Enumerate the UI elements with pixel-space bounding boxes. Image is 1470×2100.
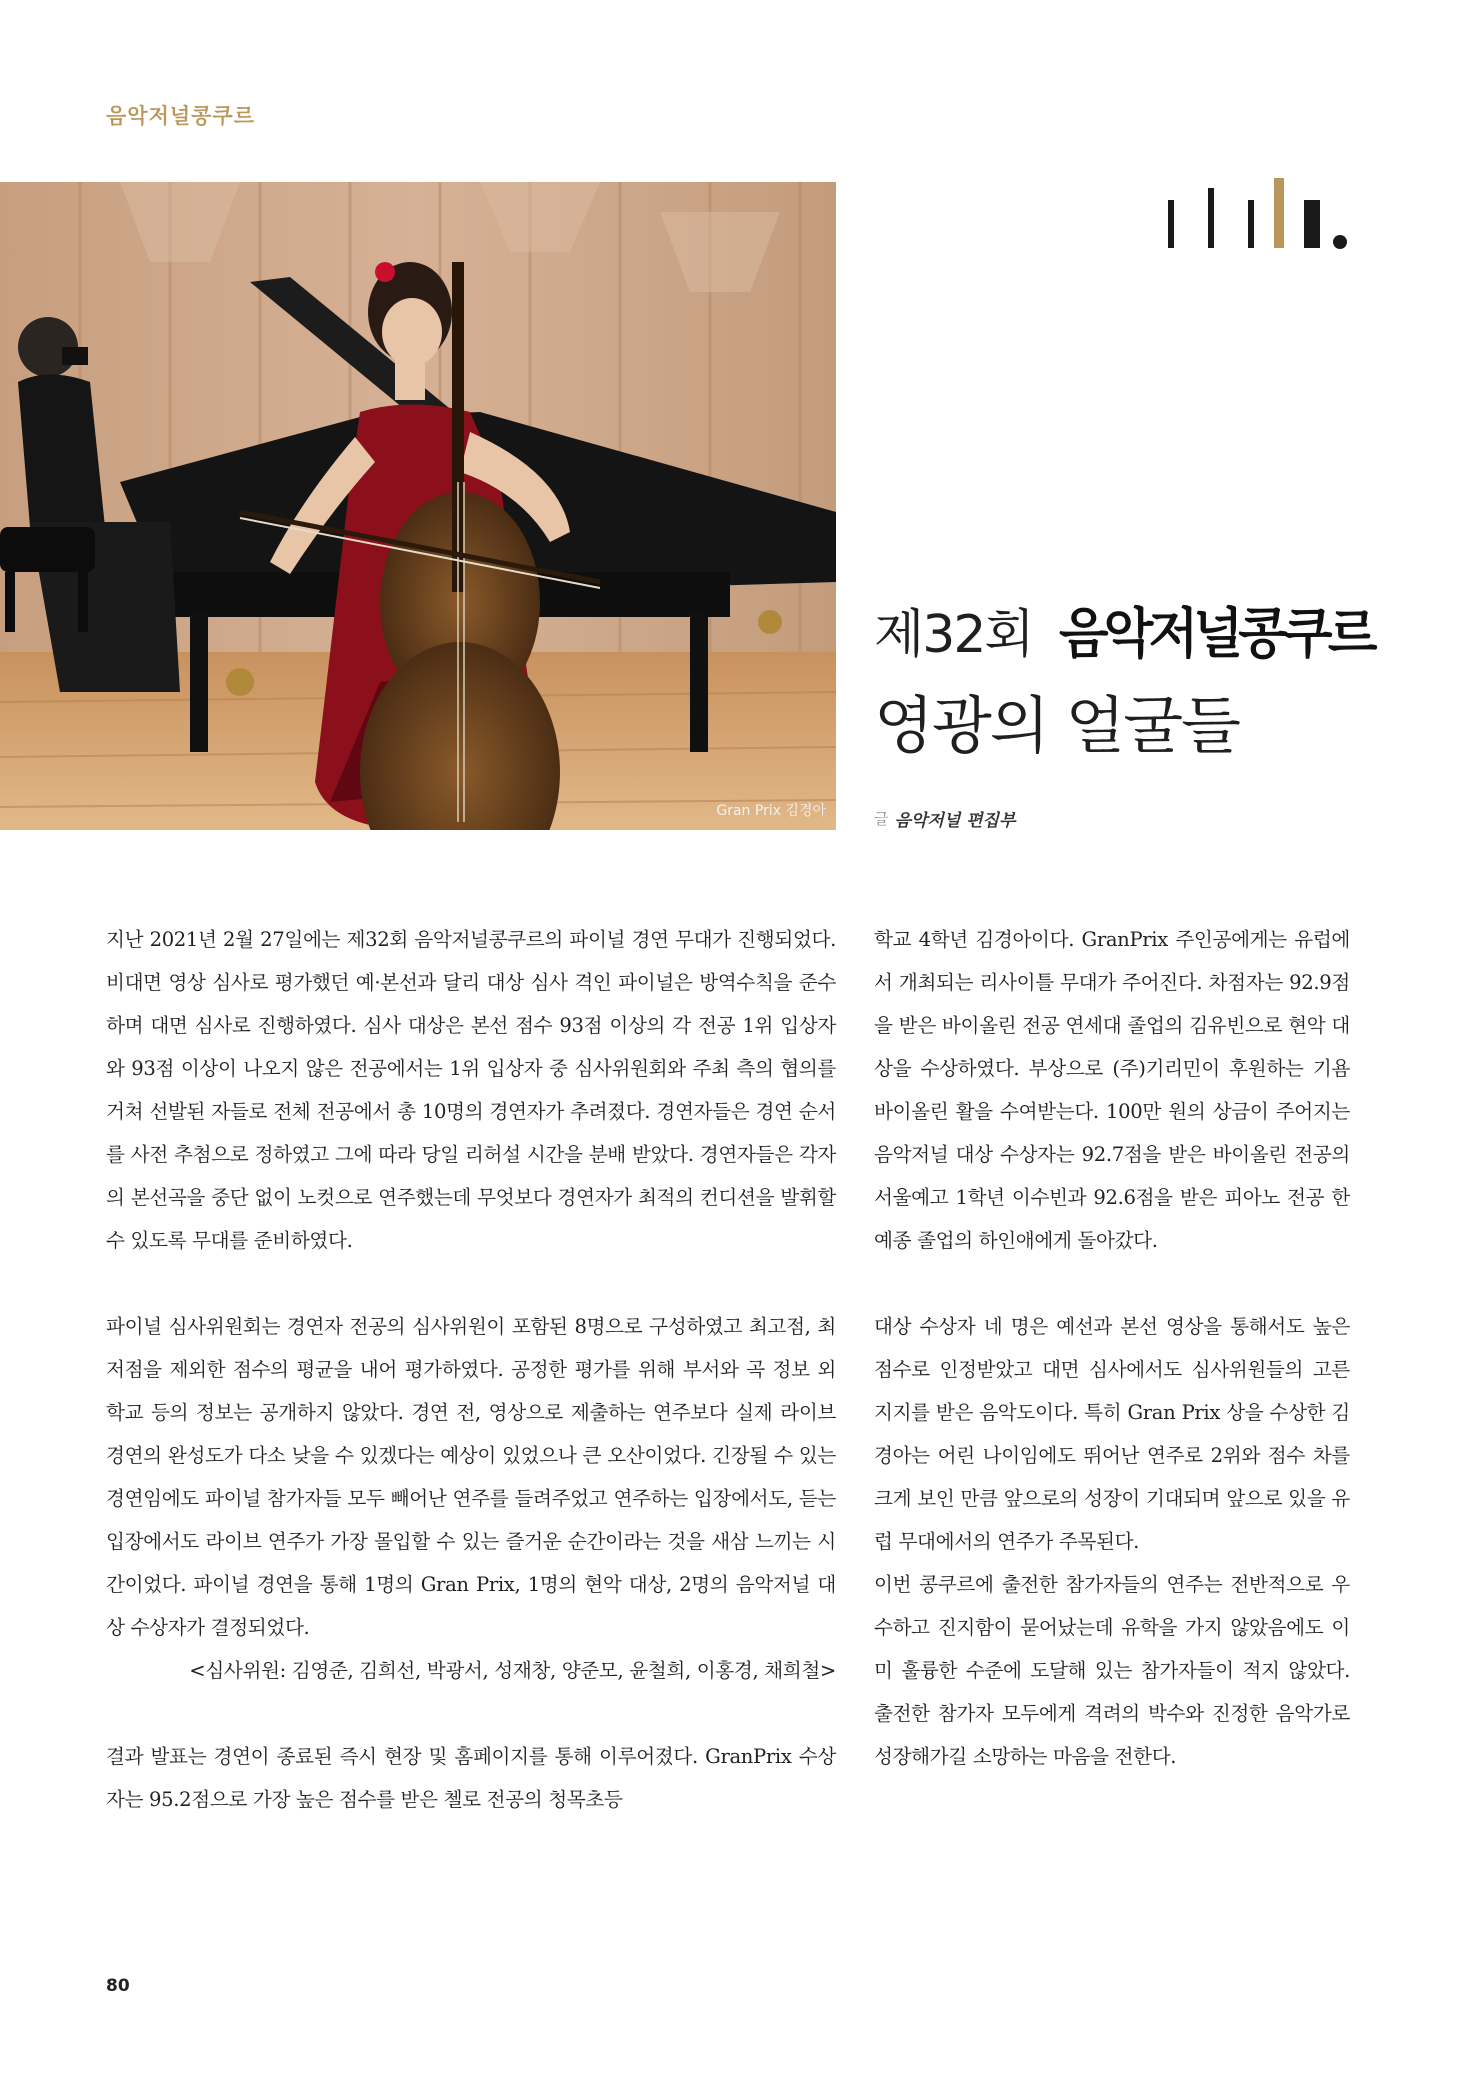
page-number: 80	[106, 1976, 130, 1996]
logo-bars-icon	[1168, 178, 1358, 250]
paragraph: 파이널 심사위원회는 경연자 전공의 심사위원이 포함된 8명으로 구성하였고 최고점, 최저점을 제외한 점수의 평균을 내어 평가하였다. 공정한 평가를 위해 부서와 곡 정보 외 학교 등의 정보는 공개하지 않았다. 경연 전, 영상으로 제출하는 연주보다 실제 라이브 경연의 완성도가 다소 낮을 수 있겠다는 예상이 있었으나 큰 오산이었다. 긴장될 수 있는 경연임에도 파이널 참가자들 모두 빼어난 연주를 들려주었고 연주하는 입장에서도, 듣는 입장에서도 라이브 연주가 가장 몰입할 수 있는 즐거운 순간이라는 것을 새삼 느끼는 시간이었다. 파이널 경연을 통해 1명의 Gran Prix, 1명의 현악 대상, 2명의 음악저널 대상 수상자가 결정되었다.	[106, 1315, 836, 1639]
logo-bar	[1248, 200, 1254, 248]
body-column-left	[106, 918, 836, 1821]
byline	[874, 806, 1015, 831]
paragraph: 대상 수상자 네 명은 예선과 본선 영상을 통해서도 높은 점수로 인정받았고 대면 심사에서도 심사위원들의 고른 지지를 받은 음악도이다. 특히 Gran Prix 상을 수상한 김경아는 어린 나이임에도 뛰어난 연주로 2위와 점수 차를 크게 보인 만큼 앞으로의 성장이 기대되며 앞으로 있을 유럽 무대에서의 연주가 주목된다.	[874, 1315, 1350, 1553]
paragraph: 지난 2021년 2월 27일에는 제32회 음악저널콩쿠르의 파이널 경연 무대가 진행되었다. 비대면 영상 심사로 평가했던 예·본선과 달리 대상 심사 격인 파이널은 방역수칙을 준수하며 대면 심사로 진행하였다. 심사 대상은 본선 점수 93점 이상의 각 전공 1위 입상자와 93점 이상이 나오지 않은 전공에서는 1위 입상자 중 심사위원회와 주최 측의 협의를 거쳐 선발된 자들로 전체 전공에서 총 10명의 경연자가 추려졌다. 경연자들은 경연 순서를 사전 추첨으로 정하였고 그에 따라 당일 리허설 시간을 분배 받았다. 경연자들은 각자의 본선곡을 중단 없이 노컷으로 연주했는데 무엇보다 경연자가 최적의 컨디션을 발휘할 수 있도록 무대를 준비하였다.	[106, 928, 836, 1252]
paragraph: 학교 4학년 김경아이다. GranPrix 주인공에게는 유럽에서 개최되는 리사이틀 무대가 주어진다. 차점자는 92.9점을 받은 바이올린 전공 연세대 졸업의 김유빈으로 현악 대상을 수상하였다. 부상으로 (주)기리민이 후원하는 기욤 바이올린 활을 수여받는다. 100만 원의 상금이 주어지는 음악저널 대상 수상자는 92.7점을 받은 바이올린 전공의 서울예고 1학년 이수빈과 92.6점을 받은 피아노 전공 한예종 졸업의 하인애에게 돌아갔다.	[874, 928, 1350, 1252]
concert-photo-illustration	[0, 182, 836, 830]
article-title	[874, 588, 1389, 670]
body-column-right	[874, 918, 1350, 1778]
photo-caption: Gran Prix 김경아	[716, 803, 826, 819]
byline-author: 음악저널 편집부	[894, 811, 1016, 831]
article-subtitle: 영광의 얼굴들	[874, 689, 1240, 762]
logo-bar	[1168, 200, 1174, 248]
logo-bar-gold	[1274, 178, 1284, 248]
paragraph: 이번 콩쿠르에 출전한 참가자들의 연주는 전반적으로 우수하고 진지함이 묻어났는데 유학을 가지 않았음에도 이미 훌륭한 수준에 도달해 있는 참가자들이 적지 않았다. 출전한 참가자 모두에게 격려의 박수와 진정한 음악가로 성장해가길 소망하는 마음을 전한다.	[874, 1573, 1350, 1768]
logo-bar	[1208, 188, 1214, 248]
byline-prefix: 글	[874, 810, 889, 828]
section-label: 음악저널콩쿠르	[106, 104, 256, 128]
title-prefix: 제32회	[874, 604, 1033, 665]
hero-photo	[0, 182, 836, 830]
logo-dot	[1333, 235, 1347, 249]
logo-bar	[1304, 200, 1320, 248]
paragraph: 결과 발표는 경연이 종료된 즉시 현장 및 홈페이지를 통해 이루어졌다. GranPrix 수상자는 95.2점으로 가장 높은 점수를 받은 첼로 전공의 청목초등	[106, 1745, 836, 1811]
title-brand-logotype: 음악저널콩쿠르	[1058, 601, 1373, 665]
judges-list: <심사위원: 김영준, 김희선, 박광서, 성재창, 양준모, 윤철희, 이홍경, 채희철>	[189, 1659, 836, 1682]
